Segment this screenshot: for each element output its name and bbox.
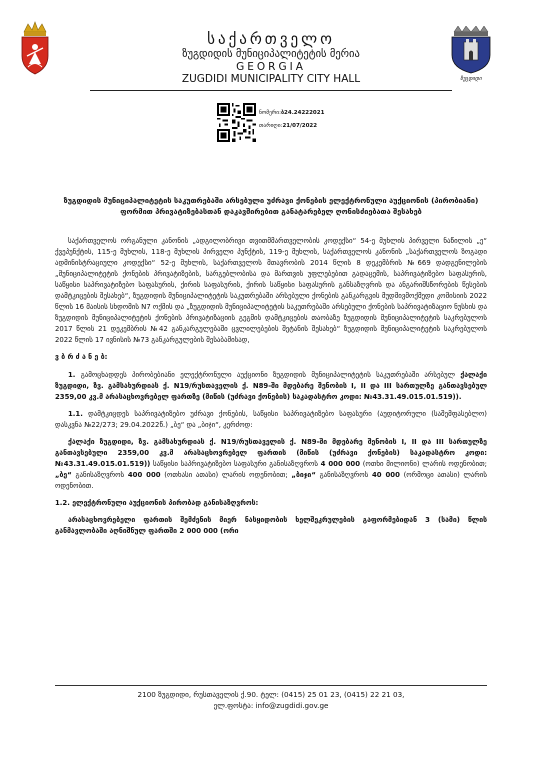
footer-address: 2100 ზუგდიდი, რუსთაველის ქ.90. ტელ: (0415) 25 01 23, (0415) 22 21 03,: [137, 690, 405, 699]
document-date: [259, 123, 317, 129]
order-body: [55, 236, 487, 543]
price-step-label: „ბიჯი“: [291, 470, 316, 479]
paragraph-price: [55, 437, 487, 492]
price-text-d: (ოთხასი ათასი) ლარის ოდენობით;: [164, 470, 288, 479]
price-amount-start: 4 000 000: [320, 459, 361, 468]
footer-email: ელ.ფოსტა: info@zugdidi.gov.ge: [213, 701, 329, 710]
price-text-b: (ოთხი მილიონი) ლარის ოდენობით;: [362, 459, 487, 468]
document-number-label: ნომერი:: [259, 110, 281, 116]
zugdidi-emblem-icon: [448, 22, 494, 74]
paragraph-1-1-number: 1.1.: [68, 409, 83, 418]
paragraph-1-2-text: არასაცხოვრებელი ფართის შემძენის მიერ ნასყიდობის ხელშეკრულების გაფორმებიდან 3 (სამი) წლის განმავლობაში აღნიშნულ ფართში 2 000 000 (ორი: [55, 516, 487, 536]
paragraph-1-1: [55, 409, 487, 431]
qr-code-icon[interactable]: [217, 103, 256, 142]
price-amount-step: 40 000: [371, 470, 400, 479]
document-number: [259, 110, 324, 116]
document-date-value: 21/07/2022: [282, 123, 318, 129]
country-name-georgian: საქართველო: [207, 30, 335, 48]
order-title: ზუგდიდის მუნიციპალიტეტის საკუთრებაში არსებული უძრავი ქონების ელექტრონული აუქციონის (პირობიანი) ფორმით პრივატიზებასთან დაკავშირებით განატარებელ ღონისძიებათა შესახებ: [63, 196, 479, 216]
price-property: ქალაქი ზუგდიდი, ზვ. გამსახურდიას ქ. N19/რუსთაველის ქ. N89-ში მდებარე შენობის I, II და III სართულზე განთავსებული 2359,00 კვ.მ არასაცხოვრებელ ფართის (მიწის (უძრავი ქონების) საკადასტრო კოდი: №43.31.49.015.01.519)): [55, 437, 487, 468]
paragraph-1-property: ქალაქი ზუგდიდი, ზვ. გამსახურდიას ქ. N19/რუსთაველის ქ. N89-ში მდებარე შენობის I, II და III სართულზე განთავსებულ 2359,00 კვ.მ არასაცხოვრებელ ფართზე (მიწის (უძრავი ქონების) საკადასტრო კოდი: №43.31.49.015.01.519)).: [55, 370, 487, 401]
paragraph-1-number: 1.: [68, 370, 76, 379]
intro-paragraph: საქართველოს ორგანული კანონის „ადგილობრივი თვითმმართველობის კოდექსი“ 54-ე მუხლის პირველი ნაწილის „ე“ ქვეპუნქტის, 115-ე მუხლის, 118-ე მუხლის პირველი პუნქტის, 119-ე მუხლის, საქართველოს კანონის „საქართველოს ზოგადი ადმინისტრაციული კოდექსი“ 52-ე მუხლის, საქართველოს მთავრობის 2014 წლის 8 დეკემბრის №669 დადგენილების „მუნიციპალიტეტის ქონების პრივატიზების, სარგებლობისა და მართვის უფლებებით გადაცემის, საპრივატიზებო საფასურის, საწყისი საპრივატიზებო საფასურის, ქირის საფასურის, ქირის საწყისი საფასურის განსაზღვრის და ანგარიშსწორების წესების დამტკიცების შესახებ“, ზუგდიდის მუნიციპალიტეტის საკუთრებაში არსებული ქონების განკარგვის მუდმივმოქმედი კომისიის 2022 წლის 16 მაისის სხდომის N7 ოქმის და „ზუგდიდის მუნიციპალიტეტის საკუთრებაში არსებული ქონების საპრივატიზაციო ნუსხის და ზუგდიდის მუნიციპალიტეტის ქონების პრივატიზაციის გეგმის დამტკიცების თაობაზე ზუგდიდის მუნიციპალიტეტის საკრებულოს 2017 წლის 21 დეკემბრის №42 განკარგულებაში ცვლილებების შეტანის შესახებ“ ზუგდიდის მუნიციპალიტეტის საკრებულოს 2022 წლის 17 ივნისის №73 განკარგულების შესაბამისად,: [55, 237, 487, 345]
city-hall-name-english: ZUGDIDI MUNICIPALITY CITY HALL: [181, 73, 361, 85]
georgia-coat-of-arms-icon: [15, 20, 55, 78]
paragraph-1-1-text: დამტკიცდეს საპრივატიზებო უძრავი ქონების, საწყისი საპრივატიზებო საფასური (აუდიტორული (საშემფასებლო) დასკვნა №22/273; 29.04.2022წ.) „ბე“ და „ბიჯი“, კერძოდ:: [55, 409, 487, 429]
price-text-c: განისაზღვროს: [75, 470, 125, 479]
price-amount-deposit: 400 000: [127, 470, 161, 479]
price-text-a: საწყისი საპრივატიზებო საფასური განისაზღვროს: [153, 459, 318, 468]
decision-label: ვ ბ რ ძ ა ნ ე ბ:: [55, 353, 108, 362]
paragraph-1-text: გამოცხადდეს პირობებიანი ელექტრონული აუქციონი ზუგდიდის მუნიციპალიტეტის საკუთრებაში არსებულ: [80, 370, 455, 379]
price-be-label: „ბე“: [55, 470, 72, 479]
emblem-caption: ზუგდიდი: [460, 76, 482, 82]
document-number-value: ბ24.24222021: [280, 110, 325, 116]
footer-divider: [55, 685, 487, 686]
paragraph-1: [55, 370, 487, 403]
price-text-e: განისაზღვროს: [319, 470, 369, 479]
price-text-f: (ორმოცი ათასი) ლარის ოდენობით.: [55, 470, 487, 490]
paragraph-1-2-heading: 1.2. ელექტრონული აუქციონის პირობად განისაზღვროს:: [55, 498, 259, 507]
header-divider: [90, 90, 452, 91]
country-name-english: GEORGIA: [236, 61, 306, 73]
city-hall-name-georgian: ზუგდიდის მუნიციპალიტეტის მერია: [182, 48, 360, 60]
document-date-label: თარიღი:: [259, 123, 283, 129]
